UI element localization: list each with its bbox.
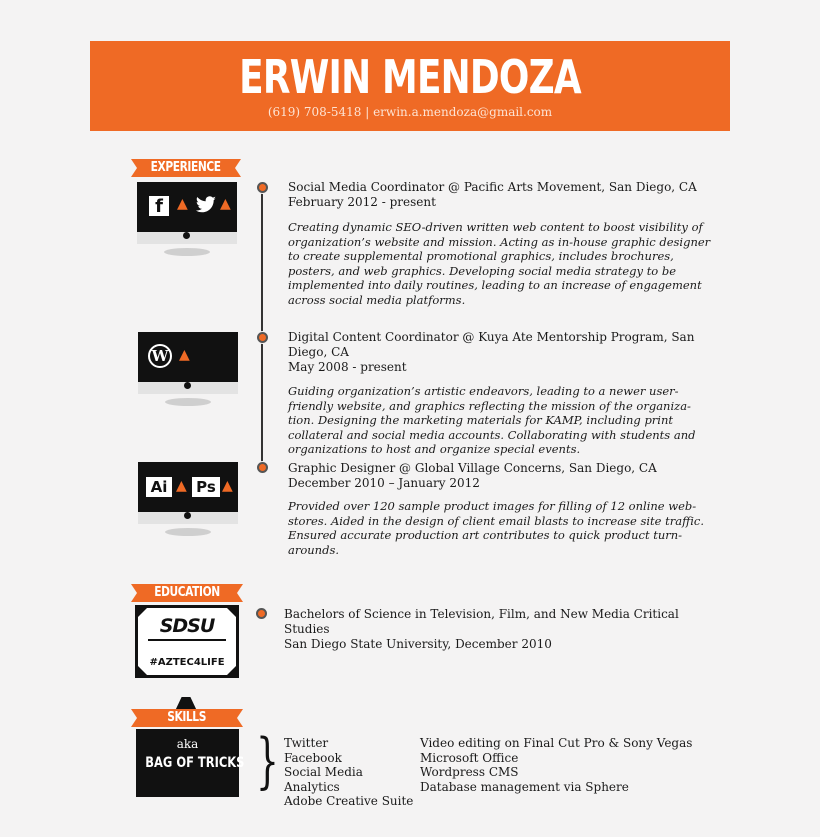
aka-label: aka (176, 737, 199, 751)
job-1 (288, 180, 718, 307)
education-banner: EDUCATION (131, 584, 243, 602)
photoshop-icon: Ps (192, 477, 220, 497)
contact-info: (619) 708-5418 | erwin.a.mendoza@gmail.com (267, 105, 553, 119)
skills-col-2 (420, 736, 720, 794)
experience-banner: EXPERIENCE (131, 159, 241, 177)
header-banner (90, 41, 730, 131)
timeline-line (261, 187, 263, 468)
skills-banner: SKILLS (131, 709, 243, 727)
monitor-job-1 (137, 182, 237, 258)
skill-item: Microsoft Office (420, 750, 519, 765)
job-3 (288, 461, 718, 557)
arrow-up-icon: ▲ (179, 347, 190, 363)
illustrator-icon: Ai (146, 477, 172, 497)
skill-item: Video editing on Final Cut Pro & Sony Vegas (420, 736, 693, 750)
arrow-up-icon: ▲ (220, 196, 231, 212)
arrow-up-icon: ▲ (176, 478, 187, 494)
skills-col-1 (284, 736, 414, 809)
job-title: Social Media Coordinator @ Pacific Arts Movement, San Diego, CA (288, 180, 697, 194)
name-title: ERWIN MENDOZA (239, 50, 581, 104)
degree: Bachelors of Science in Television, Film, and New Media Critical Studies (284, 607, 679, 636)
skill-item: Database management via Sphere (420, 779, 629, 794)
sdsu-badge (135, 605, 239, 678)
skill-item: Facebook (284, 750, 342, 765)
timeline-node (257, 462, 268, 473)
aztec-tag: #AZTEC4LIFE (149, 657, 225, 668)
education-entry (284, 607, 724, 652)
job-dates: May 2008 - present (288, 360, 407, 374)
twitter-icon (195, 196, 217, 216)
wordpress-icon: W (148, 344, 172, 368)
job-2 (288, 330, 718, 457)
job-description: Guiding organization’s artistic endeavors, leading to a newer user- friendly website, and graphics reflecting the mission of the organiza- tion. Designing the marketing materials for KAMP, including print collateral and social media accounts. Collaborating with students and organizations to host and organize special events. (288, 384, 696, 456)
job-description: Creating dynamic SEO-driven written web content to boost visibility of organization’s website and mission. Acting as in-house graphic designer to create supplemental promotional graphics, includes brochures, posters, and web graphics. Developing social media strategy to be implemented into daily routines, leading to an increase of engagement across social media platforms. (288, 220, 711, 307)
facebook-icon: f (149, 196, 169, 216)
skill-item: Twitter (284, 736, 329, 750)
timeline-node (256, 608, 267, 619)
school: San Diego State University, December 2010 (284, 637, 552, 651)
job-description: Provided over 120 sample product images for filling of 12 online web- stores. Aided in the design of client email blasts to increase site traffic. Ensured accurate production art contributes to quick product turn- arounds. (288, 499, 705, 557)
timeline-node (257, 182, 268, 193)
sdsu-logo: SDSU (159, 615, 215, 637)
skill-item: Wordpress CMS (420, 765, 519, 779)
job-title: Digital Content Coordinator @ Kuya Ate Mentorship Program, San Diego, CA (288, 330, 695, 359)
arrow-up-icon: ▲ (222, 478, 233, 494)
arrow-up-icon: ▲ (177, 196, 188, 212)
skill-item: Adobe Creative Suite (284, 794, 414, 808)
bag-of-tricks-box (136, 729, 245, 797)
job-dates: February 2012 - present (288, 195, 436, 209)
bag-of-tricks-label: BAG OF TRICKS (145, 755, 245, 771)
skill-item: Social Media Analytics (284, 765, 363, 794)
brace-icon: } (256, 726, 279, 796)
timeline-node (257, 332, 268, 343)
job-dates: December 2010 – January 2012 (288, 476, 480, 490)
job-title: Graphic Designer @ Global Village Concerns, San Diego, CA (288, 461, 657, 475)
monitor-job-2 (138, 332, 238, 408)
monitor-job-3 (138, 462, 238, 538)
